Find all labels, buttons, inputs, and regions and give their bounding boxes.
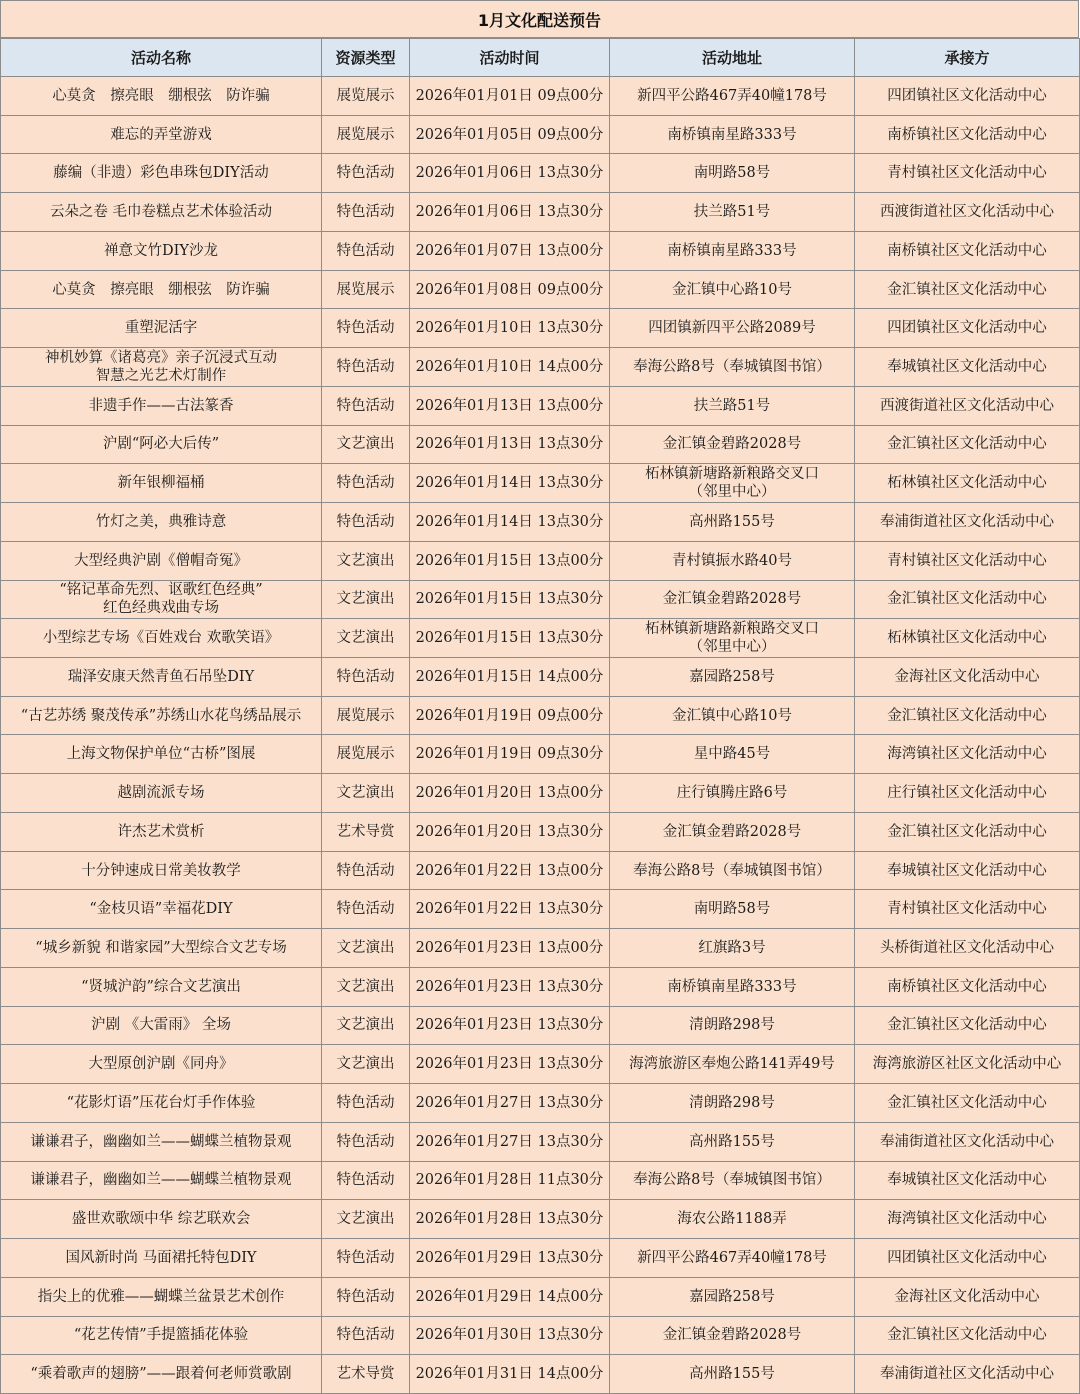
activity-address-cell: 南桥镇南星路333号 [610, 231, 855, 270]
activity-name-cell: 难忘的弄堂游戏 [1, 115, 322, 154]
activity-time-cell: 2026年01月23日 13点30分 [410, 967, 610, 1006]
activity-name-cell: 新年银柳福桶 [1, 464, 322, 503]
column-header-activity-name: 活动名称 [1, 39, 322, 77]
activity-time-cell: 2026年01月19日 09点00分 [410, 696, 610, 735]
activity-address-cell: 金汇镇金碧路2028号 [610, 812, 855, 851]
organizer-cell: 南桥镇社区文化活动中心 [855, 967, 1080, 1006]
activity-address-cell: 南明路58号 [610, 154, 855, 193]
activity-name-cell: 沪剧 《大雷雨》 全场 [1, 1006, 322, 1045]
table-row [1, 929, 1080, 968]
activity-name-cell: 竹灯之美，典雅诗意 [1, 503, 322, 542]
activity-name-cell: 小型综艺专场《百姓戏台 欢歌笑语》 [1, 619, 322, 658]
activity-address-cell: 柘林镇新塘路新粮路交叉口 （邻里中心） [610, 619, 855, 658]
table-body [1, 77, 1080, 1394]
table-row [1, 464, 1080, 503]
activity-time-cell: 2026年01月06日 13点30分 [410, 154, 610, 193]
activity-time-cell: 2026年01月10日 14点00分 [410, 348, 610, 387]
activity-name-cell: “城乡新貌 和谐家园”大型综合文艺专场 [1, 929, 322, 968]
organizer-cell: 金海社区文化活动中心 [855, 658, 1080, 697]
organizer-cell: 金汇镇社区文化活动中心 [855, 1084, 1080, 1123]
activity-address-cell: 新四平公路467弄40幢178号 [610, 77, 855, 116]
resource-type-cell: 展览展示 [322, 115, 410, 154]
activity-address-cell: 青村镇振水路40号 [610, 541, 855, 580]
activity-time-cell: 2026年01月28日 13点30分 [410, 1200, 610, 1239]
table-row [1, 77, 1080, 116]
resource-type-cell: 特色活动 [322, 1316, 410, 1355]
organizer-cell: 四团镇社区文化活动中心 [855, 309, 1080, 348]
resource-type-cell: 艺术导赏 [322, 812, 410, 851]
table-row [1, 890, 1080, 929]
table-row [1, 541, 1080, 580]
table-row [1, 658, 1080, 697]
table-row [1, 1084, 1080, 1123]
table-row [1, 696, 1080, 735]
activity-time-cell: 2026年01月14日 13点30分 [410, 464, 610, 503]
resource-type-cell: 文艺演出 [322, 1200, 410, 1239]
activity-time-cell: 2026年01月05日 09点00分 [410, 115, 610, 154]
page-title: 1月文化配送预告 [0, 0, 1079, 38]
activity-address-cell: 海湾旅游区奉炮公路141弄49号 [610, 1045, 855, 1084]
resource-type-cell: 特色活动 [322, 1277, 410, 1316]
activity-name-cell: 藤编（非遗）彩色串珠包DIY活动 [1, 154, 322, 193]
resource-type-cell: 文艺演出 [322, 425, 410, 464]
resource-type-cell: 特色活动 [322, 348, 410, 387]
activity-address-cell: 奉海公路8号（奉城镇图书馆） [610, 348, 855, 387]
table-row [1, 115, 1080, 154]
activity-name-cell: 重塑泥活字 [1, 309, 322, 348]
column-header-activity-address: 活动地址 [610, 39, 855, 77]
resource-type-cell: 特色活动 [322, 464, 410, 503]
activity-time-cell: 2026年01月28日 11点30分 [410, 1161, 610, 1200]
table-row [1, 735, 1080, 774]
resource-type-cell: 文艺演出 [322, 967, 410, 1006]
resource-type-cell: 特色活动 [322, 1084, 410, 1123]
activity-name-cell: “花艺传情”手提篮插花体验 [1, 1316, 322, 1355]
activity-time-cell: 2026年01月10日 13点30分 [410, 309, 610, 348]
activity-name-cell: 越剧流派专场 [1, 774, 322, 813]
organizer-cell: 柘林镇社区文化活动中心 [855, 464, 1080, 503]
organizer-cell: 奉城镇社区文化活动中心 [855, 348, 1080, 387]
table-row [1, 386, 1080, 425]
organizer-cell: 奉浦街道社区文化活动中心 [855, 503, 1080, 542]
organizer-cell: 奉城镇社区文化活动中心 [855, 1161, 1080, 1200]
resource-type-cell: 特色活动 [322, 503, 410, 542]
activity-address-cell: 嘉园路258号 [610, 658, 855, 697]
activity-time-cell: 2026年01月01日 09点00分 [410, 77, 610, 116]
activity-time-cell: 2026年01月23日 13点00分 [410, 929, 610, 968]
organizer-cell: 奉浦街道社区文化活动中心 [855, 1355, 1080, 1394]
organizer-cell: 青村镇社区文化活动中心 [855, 541, 1080, 580]
activity-name-cell: 大型经典沪剧《僧帽奇冤》 [1, 541, 322, 580]
organizer-cell: 金汇镇社区文化活动中心 [855, 270, 1080, 309]
resource-type-cell: 特色活动 [322, 386, 410, 425]
activity-name-cell: 国风新时尚 马面裙托特包DIY [1, 1239, 322, 1278]
activity-address-cell: 新四平公路467弄40幢178号 [610, 1239, 855, 1278]
organizer-cell: 西渡街道社区文化活动中心 [855, 193, 1080, 232]
activity-address-cell: 高州路155号 [610, 1355, 855, 1394]
activity-time-cell: 2026年01月15日 14点00分 [410, 658, 610, 697]
organizer-cell: 青村镇社区文化活动中心 [855, 890, 1080, 929]
organizer-cell: 青村镇社区文化活动中心 [855, 154, 1080, 193]
resource-type-cell: 特色活动 [322, 193, 410, 232]
resource-type-cell: 艺术导赏 [322, 1355, 410, 1394]
schedule-table [0, 38, 1080, 1394]
activity-address-cell: 柘林镇新塘路新粮路交叉口 （邻里中心） [610, 464, 855, 503]
resource-type-cell: 文艺演出 [322, 1045, 410, 1084]
activity-name-cell: 十分钟速成日常美妆教学 [1, 851, 322, 890]
table-row [1, 1239, 1080, 1278]
activity-time-cell: 2026年01月06日 13点30分 [410, 193, 610, 232]
activity-name-cell: 云朵之卷 毛巾卷糕点艺术体验活动 [1, 193, 322, 232]
activity-address-cell: 高州路155号 [610, 503, 855, 542]
activity-time-cell: 2026年01月27日 13点30分 [410, 1122, 610, 1161]
activity-name-cell: “古艺苏绣 聚茂传承”苏绣山水花鸟绣品展示 [1, 696, 322, 735]
activity-address-cell: 金汇镇金碧路2028号 [610, 1316, 855, 1355]
activity-name-cell: 盛世欢歌颂中华 综艺联欢会 [1, 1200, 322, 1239]
resource-type-cell: 展览展示 [322, 270, 410, 309]
activity-address-cell: 南桥镇南星路333号 [610, 115, 855, 154]
activity-address-cell: 金汇镇金碧路2028号 [610, 580, 855, 619]
activity-name-cell: “乘着歌声的翅膀”——跟着何老师赏歌剧 [1, 1355, 322, 1394]
activity-time-cell: 2026年01月13日 13点30分 [410, 425, 610, 464]
activity-address-cell: 金汇镇金碧路2028号 [610, 425, 855, 464]
resource-type-cell: 特色活动 [322, 658, 410, 697]
activity-time-cell: 2026年01月29日 13点30分 [410, 1239, 610, 1278]
table-row [1, 580, 1080, 619]
activity-address-cell: 南桥镇南星路333号 [610, 967, 855, 1006]
table-row [1, 967, 1080, 1006]
activity-time-cell: 2026年01月29日 14点00分 [410, 1277, 610, 1316]
resource-type-cell: 特色活动 [322, 1239, 410, 1278]
table-row [1, 231, 1080, 270]
activity-name-cell: 谦谦君子，幽幽如兰——蝴蝶兰植物景观 [1, 1161, 322, 1200]
table-row [1, 503, 1080, 542]
activity-address-cell: 扶兰路51号 [610, 386, 855, 425]
activity-name-cell: “贤城沪韵”综合文艺演出 [1, 967, 322, 1006]
activity-address-cell: 高州路155号 [610, 1122, 855, 1161]
activity-address-cell: 扶兰路51号 [610, 193, 855, 232]
table-row [1, 1045, 1080, 1084]
resource-type-cell: 文艺演出 [322, 541, 410, 580]
activity-address-cell: 四团镇新四平公路2089号 [610, 309, 855, 348]
organizer-cell: 金汇镇社区文化活动中心 [855, 1006, 1080, 1045]
table-row [1, 619, 1080, 658]
table-row [1, 1161, 1080, 1200]
organizer-cell: 头桥街道社区文化活动中心 [855, 929, 1080, 968]
activity-address-cell: 星中路45号 [610, 735, 855, 774]
table-row [1, 1316, 1080, 1355]
activity-time-cell: 2026年01月15日 13点00分 [410, 541, 610, 580]
organizer-cell: 四团镇社区文化活动中心 [855, 77, 1080, 116]
organizer-cell: 金汇镇社区文化活动中心 [855, 580, 1080, 619]
table-row [1, 1006, 1080, 1045]
table-row [1, 348, 1080, 387]
organizer-cell: 金海社区文化活动中心 [855, 1277, 1080, 1316]
resource-type-cell: 特色活动 [322, 1161, 410, 1200]
activity-time-cell: 2026年01月27日 13点30分 [410, 1084, 610, 1123]
activity-time-cell: 2026年01月20日 13点00分 [410, 774, 610, 813]
organizer-cell: 庄行镇社区文化活动中心 [855, 774, 1080, 813]
activity-address-cell: 金汇镇中心路10号 [610, 270, 855, 309]
resource-type-cell: 文艺演出 [322, 580, 410, 619]
activity-name-cell: 沪剧“阿必大后传” [1, 425, 322, 464]
resource-type-cell: 特色活动 [322, 851, 410, 890]
activity-time-cell: 2026年01月22日 13点30分 [410, 890, 610, 929]
organizer-cell: 四团镇社区文化活动中心 [855, 1239, 1080, 1278]
resource-type-cell: 特色活动 [322, 890, 410, 929]
activity-name-cell: 神机妙算《诸葛亮》亲子沉浸式互动 智慧之光艺术灯制作 [1, 348, 322, 387]
column-header-organizer: 承接方 [855, 39, 1080, 77]
resource-type-cell: 展览展示 [322, 77, 410, 116]
activity-address-cell: 嘉园路258号 [610, 1277, 855, 1316]
activity-name-cell: 谦谦君子，幽幽如兰——蝴蝶兰植物景观 [1, 1122, 322, 1161]
activity-name-cell: 指尖上的优雅——蝴蝶兰盆景艺术创作 [1, 1277, 322, 1316]
resource-type-cell: 文艺演出 [322, 774, 410, 813]
table-row [1, 154, 1080, 193]
resource-type-cell: 展览展示 [322, 735, 410, 774]
organizer-cell: 海湾镇社区文化活动中心 [855, 735, 1080, 774]
activity-address-cell: 奉海公路8号（奉城镇图书馆） [610, 851, 855, 890]
activity-time-cell: 2026年01月23日 13点30分 [410, 1045, 610, 1084]
activity-address-cell: 海农公路1188弄 [610, 1200, 855, 1239]
activity-name-cell: 禅意文竹DIY沙龙 [1, 231, 322, 270]
activity-name-cell: 大型原创沪剧《同舟》 [1, 1045, 322, 1084]
organizer-cell: 奉浦街道社区文化活动中心 [855, 1122, 1080, 1161]
resource-type-cell: 文艺演出 [322, 1006, 410, 1045]
activity-address-cell: 清朗路298号 [610, 1084, 855, 1123]
activity-name-cell: 瑞泽安康天然青鱼石吊坠DIY [1, 658, 322, 697]
activity-time-cell: 2026年01月20日 13点30分 [410, 812, 610, 851]
table-row [1, 851, 1080, 890]
activity-name-cell: 心莫贪 擦亮眼 绷根弦 防诈骗 [1, 77, 322, 116]
activity-address-cell: 金汇镇中心路10号 [610, 696, 855, 735]
table-row [1, 309, 1080, 348]
activity-name-cell: 非遗手作——古法篆香 [1, 386, 322, 425]
activity-time-cell: 2026年01月15日 13点30分 [410, 619, 610, 658]
activity-time-cell: 2026年01月31日 14点00分 [410, 1355, 610, 1394]
activity-address-cell: 清朗路298号 [610, 1006, 855, 1045]
resource-type-cell: 特色活动 [322, 154, 410, 193]
organizer-cell: 金汇镇社区文化活动中心 [855, 696, 1080, 735]
activity-time-cell: 2026年01月13日 13点00分 [410, 386, 610, 425]
activity-time-cell: 2026年01月23日 13点30分 [410, 1006, 610, 1045]
organizer-cell: 海湾镇社区文化活动中心 [855, 1200, 1080, 1239]
resource-type-cell: 特色活动 [322, 1122, 410, 1161]
activity-time-cell: 2026年01月07日 13点00分 [410, 231, 610, 270]
activity-name-cell: 心莫贪 擦亮眼 绷根弦 防诈骗 [1, 270, 322, 309]
table-row [1, 1355, 1080, 1394]
table-row [1, 1277, 1080, 1316]
table-row [1, 1122, 1080, 1161]
resource-type-cell: 特色活动 [322, 309, 410, 348]
organizer-cell: 南桥镇社区文化活动中心 [855, 115, 1080, 154]
table-row [1, 812, 1080, 851]
table-row [1, 774, 1080, 813]
activity-time-cell: 2026年01月14日 13点30分 [410, 503, 610, 542]
organizer-cell: 柘林镇社区文化活动中心 [855, 619, 1080, 658]
activity-time-cell: 2026年01月19日 09点30分 [410, 735, 610, 774]
resource-type-cell: 特色活动 [322, 231, 410, 270]
resource-type-cell: 文艺演出 [322, 929, 410, 968]
resource-type-cell: 文艺演出 [322, 619, 410, 658]
resource-type-cell: 展览展示 [322, 696, 410, 735]
column-header-activity-time: 活动时间 [410, 39, 610, 77]
header-row [1, 39, 1080, 77]
organizer-cell: 金汇镇社区文化活动中心 [855, 1316, 1080, 1355]
activity-address-cell: 南明路58号 [610, 890, 855, 929]
table-row [1, 193, 1080, 232]
activity-name-cell: 许杰艺术赏析 [1, 812, 322, 851]
activity-time-cell: 2026年01月08日 09点00分 [410, 270, 610, 309]
activity-address-cell: 奉海公路8号（奉城镇图书馆） [610, 1161, 855, 1200]
organizer-cell: 西渡街道社区文化活动中心 [855, 386, 1080, 425]
organizer-cell: 南桥镇社区文化活动中心 [855, 231, 1080, 270]
organizer-cell: 奉城镇社区文化活动中心 [855, 851, 1080, 890]
activity-address-cell: 庄行镇腾庄路6号 [610, 774, 855, 813]
column-header-resource-type: 资源类型 [322, 39, 410, 77]
activity-time-cell: 2026年01月15日 13点30分 [410, 580, 610, 619]
activity-name-cell: “铭记革命先烈、讴歌红色经典” 红色经典戏曲专场 [1, 580, 322, 619]
activity-address-cell: 红旗路3号 [610, 929, 855, 968]
table-row [1, 1200, 1080, 1239]
activity-time-cell: 2026年01月30日 13点30分 [410, 1316, 610, 1355]
organizer-cell: 金汇镇社区文化活动中心 [855, 425, 1080, 464]
activity-name-cell: “花影灯语”压花台灯手作体验 [1, 1084, 322, 1123]
activity-name-cell: 上海文物保护单位“古桥”图展 [1, 735, 322, 774]
organizer-cell: 金汇镇社区文化活动中心 [855, 812, 1080, 851]
activity-name-cell: “金枝贝语”幸福花DIY [1, 890, 322, 929]
activity-time-cell: 2026年01月22日 13点00分 [410, 851, 610, 890]
table-row [1, 270, 1080, 309]
organizer-cell: 海湾旅游区社区文化活动中心 [855, 1045, 1080, 1084]
table-row [1, 425, 1080, 464]
